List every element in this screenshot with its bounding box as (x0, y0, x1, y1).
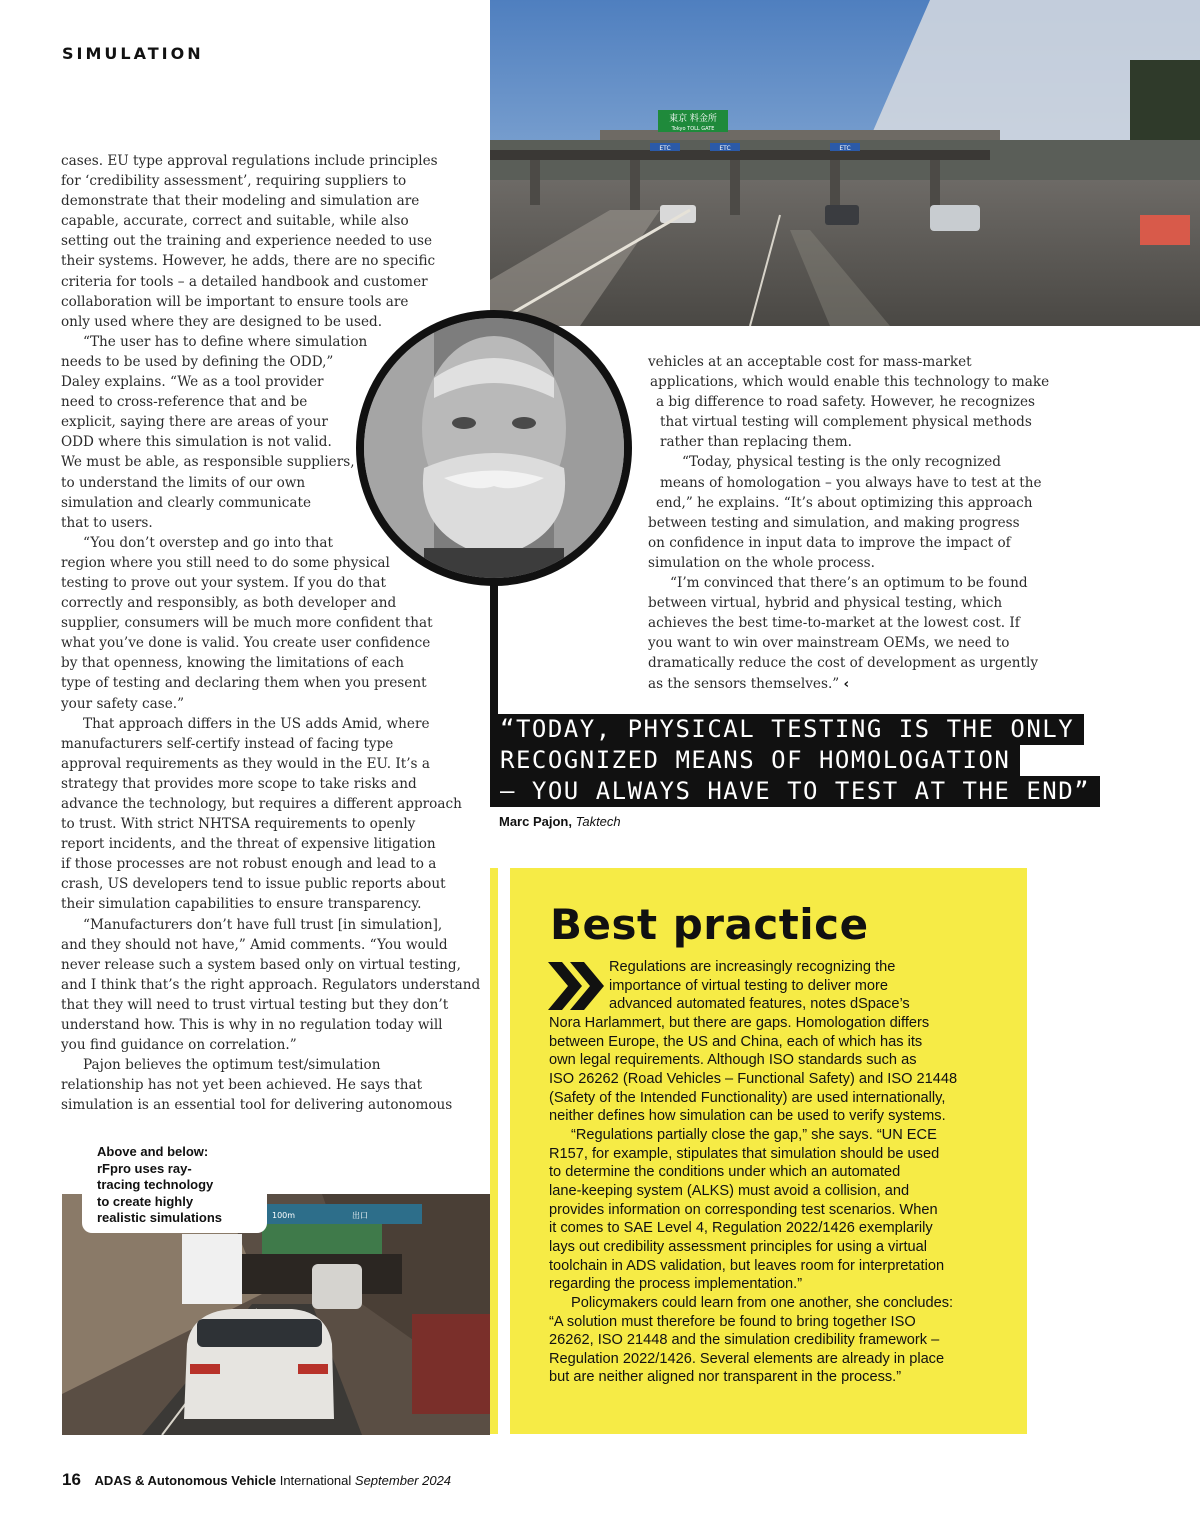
best-practice-line: Regulation 2022/1426. Several elements are already in place (549, 1350, 945, 1367)
best-practice-line: “Regulations partially close the gap,” she says. “UN ECE (571, 1126, 937, 1143)
body-line: for ‘credibility assessment’, requiring suppliers to (61, 173, 407, 190)
right-column (648, 352, 1049, 694)
best-practice-line: lays out credibility assessment principles for using a virtual (549, 1238, 927, 1255)
body-line: that virtual testing will complement physical methods (660, 414, 1032, 431)
best-practice-title: Best practice (550, 900, 869, 949)
body-line: report incidents, and the threat of expensive litigation (61, 836, 436, 853)
best-practice-line: but are neither aligned nor transparent in the process.” (549, 1369, 902, 1386)
sign-main: 東京 料金所 (669, 114, 717, 124)
end-mark-icon: ‹ (843, 675, 850, 692)
body-line: that to users. (61, 514, 153, 531)
body-line: you find guidance on correlation.” (61, 1037, 297, 1054)
best-practice-line: lane-keeping system (ALKS) must avoid a collision, and (549, 1182, 910, 1199)
toll-gate-illustration (490, 0, 1200, 326)
body-line: you want to win over mainstream OEMs, we need to (648, 635, 1010, 652)
body-line: relationship has not yet been achieved. He says that (61, 1077, 423, 1094)
body-line: correctly and responsibly, as both developer and (61, 595, 397, 612)
tunnel-sign-panel: 出口 (352, 1211, 368, 1220)
booth-sign-3: ETC (839, 145, 851, 152)
body-line: “I’m convinced that there’s an optimum to be found (670, 575, 1028, 592)
body-line: simulation on the whole process. (648, 554, 875, 571)
body-line: between testing and simulation, and making progress (648, 514, 1020, 531)
caption-line: to create highly (97, 1193, 194, 1209)
body-line: criteria for tools – a detailed handbook and customer (61, 273, 428, 290)
issue-date: September 2024 (354, 1473, 452, 1488)
caption-line: Above and below: (97, 1144, 209, 1159)
body-line: dramatically reduce the cost of development as urgently (648, 655, 1039, 672)
body-line: simulation and clearly communicate (61, 494, 311, 511)
body-line: “You don’t overstep and go into that (83, 534, 333, 551)
page-footer (62, 1470, 451, 1490)
publication-name-bold: ADAS & Autonomous Vehicle (94, 1473, 277, 1488)
best-practice-line: between Europe, the US and China, each of which has its (549, 1033, 923, 1050)
body-line: to trust. With strict NHTSA requirements to openly (61, 816, 416, 833)
portrait-photo (356, 310, 632, 586)
body-line: strategy that provides more scope to take risks and (61, 775, 417, 792)
body-line: explicit, saying there are areas of your (61, 414, 328, 431)
best-practice-body (549, 1014, 957, 1387)
body-line: type of testing and declaring them when you present (61, 675, 427, 692)
body-line: never release such a system based only on virtual testing, (61, 956, 461, 973)
best-practice-line: (Safety of the Intended Functionality) are used internationally, (549, 1089, 946, 1106)
best-practice-line: Nora Harlammert, but there are gaps. Homologation differs (549, 1015, 930, 1031)
body-line: vehicles at an acceptable cost for mass-market (648, 354, 972, 370)
body-line: demonstrate that their modeling and simulation are (61, 193, 420, 210)
body-line: Pajon believes the optimum test/simulation (83, 1057, 381, 1074)
body-line: applications, which would enable this technology to make (650, 374, 1050, 391)
body-line: between virtual, hybrid and physical testing, which (648, 595, 1003, 612)
best-practice-line: Policymakers could learn from one another, she concludes: (571, 1294, 954, 1311)
portrait-illustration (364, 318, 624, 578)
body-line: supplier, consumers will be much more confident that (61, 615, 433, 632)
body-line: only used where they are designed to be used. (61, 313, 383, 330)
body-line: collaboration will be important to ensure tools are (61, 293, 409, 310)
body-line: their systems. However, he adds, there are no specific (61, 253, 436, 270)
caption-line: realistic simulations (97, 1210, 222, 1226)
publication-name-regular: International (279, 1473, 352, 1488)
body-line: needs to be used by defining the ODD,” (61, 353, 334, 370)
body-line: approval requirements as they would in the EU. It’s a (61, 755, 430, 772)
body-line: a big difference to road safety. However, he recognizes (656, 394, 1035, 411)
body-line: on confidence in input data to improve the impact of (648, 534, 1011, 551)
pull-quote-stem (490, 580, 498, 728)
body-line: if those processes are not robust enough and lead to a (61, 856, 437, 873)
pull-quote-line: RECOGNIZED MEANS OF HOMOLOGATION (490, 745, 1020, 776)
double-chevron-icon (548, 962, 604, 1010)
body-line: setting out the training and experience needed to use (61, 233, 432, 250)
body-line: manufacturers self-certify instead of facing type (61, 735, 394, 752)
best-practice-line: to determine the conditions under which an automated (549, 1164, 901, 1181)
body-line: and I think that’s the right approach. Regulators understand (61, 976, 481, 993)
best-practice-line: neither defines how simulation can be used to verify systems. (549, 1108, 946, 1125)
body-line: their simulation capabilities to ensure transparency. (61, 896, 422, 913)
body-line: capable, accurate, correct and suitable, while also (61, 213, 409, 230)
body-line: That approach differs in the US adds Amid, where (83, 715, 430, 732)
best-practice-line: ISO 26262 (Road Vehicles – Functional Safety) and ISO 21448 (549, 1070, 958, 1087)
best-practice-line: 26262, ISO 21448 and the simulation credibility framework – (549, 1332, 940, 1349)
body-line: advance the technology, but requires a different approach (61, 796, 462, 812)
body-line-text: as the sensors themselves.” (648, 675, 840, 692)
body-line: to understand the limits of our own (61, 474, 306, 491)
body-line: rather than replacing them. (660, 434, 852, 451)
body-line: and they should not have,” Amid comments. “You would (61, 936, 448, 953)
pull-quote-line: “TODAY, PHYSICAL TESTING IS THE ONLY (490, 714, 1084, 745)
attribution-company: Taktech (575, 814, 621, 829)
best-practice-line: regarding the process implementation.” (549, 1276, 803, 1293)
body-line: simulation is an essential tool for delivering autonomous (61, 1097, 453, 1114)
section-label: SIMULATION (62, 44, 204, 63)
body-line: your safety case.” (61, 695, 185, 712)
pull-quote (490, 714, 1100, 807)
photo-caption (82, 1140, 267, 1233)
best-practice-line: Regulations are increasingly recognizing the (609, 959, 896, 975)
body-line: “Today, physical testing is the only recognized (682, 454, 1001, 471)
caption-line: tracing technology (97, 1177, 214, 1193)
body-line: testing to prove out your system. If you do that (61, 574, 386, 591)
best-practice-intro (609, 958, 910, 1014)
booth-sign-2: ETC (719, 145, 731, 152)
body-line: Daley explains. “We as a tool provider (61, 374, 324, 391)
body-line: understand how. This is why in no regulation today will (61, 1017, 443, 1034)
caption-line: rFpro uses ray- (97, 1160, 192, 1176)
body-line: means of homologation – you always have to test at the (660, 474, 1042, 491)
best-practice-line: it comes to SAE Level 4, Regulation 2022/1426 exemplarily (549, 1220, 933, 1237)
body-line: “Manufacturers don’t have full trust [in simulation], (83, 916, 443, 933)
best-practice-line: R157, for example, stipulates that simulation should be used (549, 1145, 940, 1162)
body-line: achieves the best time-to-market at the lowest cost. If (648, 615, 1020, 632)
best-practice-line: own legal requirements. Although ISO standards such as (549, 1052, 917, 1069)
body-line: crash, US developers tend to issue public reports about (61, 876, 446, 893)
body-line: “The user has to define where simulation (83, 333, 368, 350)
body-line: We must be able, as responsible suppliers, (61, 454, 355, 471)
toll-gate-photo (490, 0, 1200, 326)
left-column (61, 151, 480, 1116)
page-number: 16 (62, 1470, 81, 1489)
body-line: ODD where this simulation is not valid. (61, 434, 332, 451)
body-line: region where you still need to do some physical (61, 554, 390, 571)
body-line: need to cross-reference that and be (61, 394, 308, 411)
best-practice-line: toolchain in ADS validation, but leaves room for interpretation (549, 1257, 945, 1274)
body-line: that they will need to trust virtual testing but they don’t (61, 996, 449, 1013)
best-practice-line: advanced automated features, notes dSpace’s (609, 996, 910, 1013)
booth-sign-1: ETC (659, 145, 671, 152)
attribution-name: Marc Pajon, (499, 814, 572, 829)
body-line: end,” he explains. “It’s about optimizing this approach (656, 494, 1033, 511)
body-line: what you’ve done is valid. You create user confidence (61, 635, 431, 652)
best-practice-line: “A solution must therefore be found to bring together ISO (549, 1313, 916, 1330)
tunnel-sign-distance: 100m (272, 1211, 296, 1220)
body-line: cases. EU type approval regulations include principles (61, 153, 438, 169)
best-practice-line: provides information on corresponding test scenarios. When (549, 1201, 938, 1218)
sign-sub: Tokyo TOLL GATE (671, 126, 715, 132)
pull-quote-attribution (499, 814, 621, 829)
best-practice-accent-bar (490, 868, 498, 1434)
best-practice-line: importance of virtual testing to deliver more (609, 977, 889, 994)
pull-quote-line: – YOU ALWAYS HAVE TO TEST AT THE END” (490, 776, 1100, 807)
body-line-last (648, 674, 1049, 694)
body-line: by that openness, knowing the limitations of each (61, 655, 405, 672)
